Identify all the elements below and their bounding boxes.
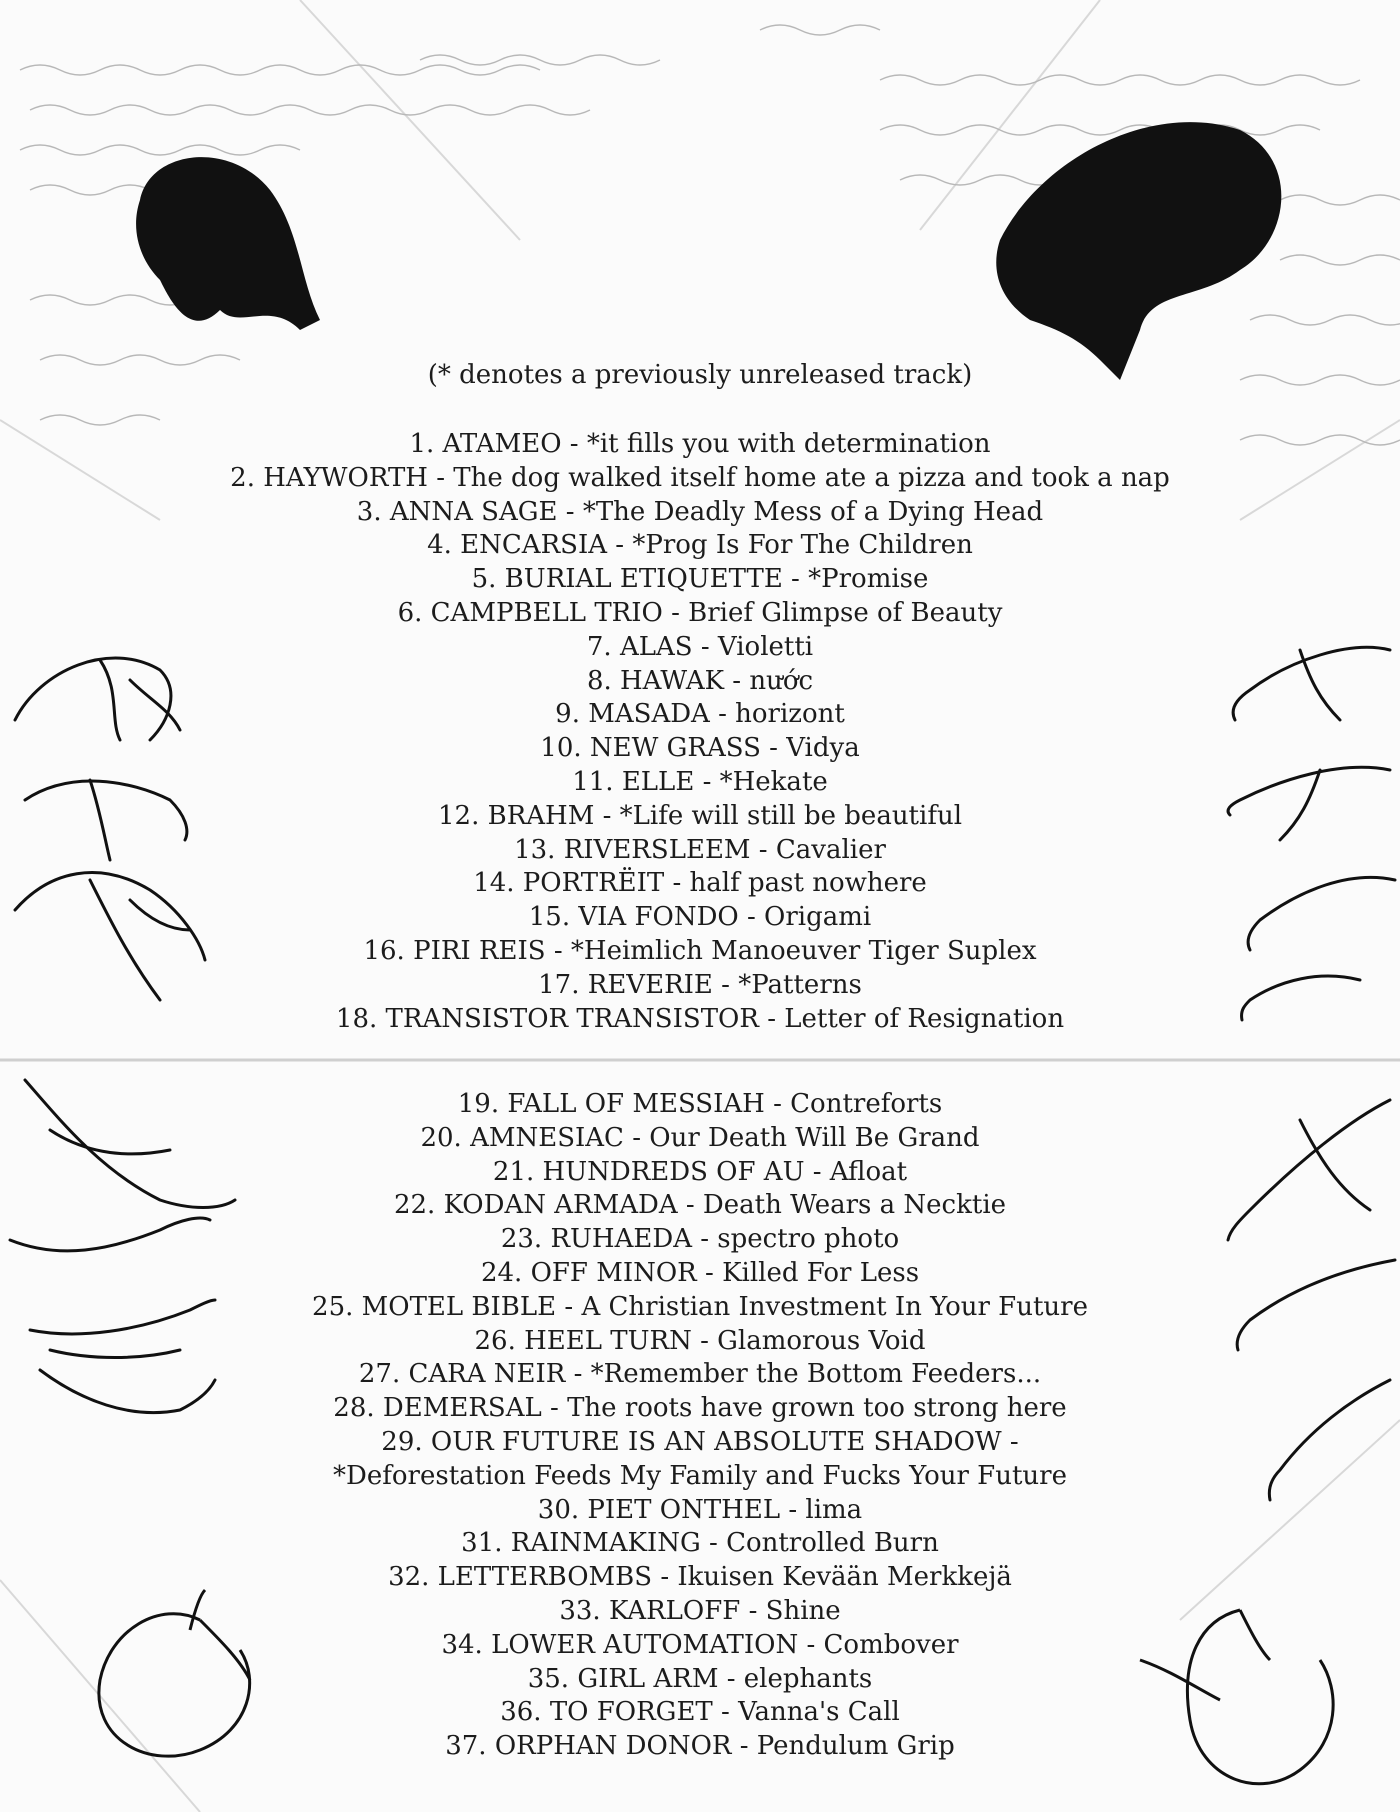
- track-line: 31. RAINMAKING - Controlled Burn: [461, 1528, 939, 1559]
- track-line: 23. RUHAEDA - spectro photo: [500, 1224, 900, 1255]
- track-line: 29. OUR FUTURE IS AN ABSOLUTE SHADOW -: [381, 1426, 1019, 1457]
- track-line: 10. NEW GRASS - Vidya: [540, 733, 860, 764]
- track-line: 12. BRAHM - *Life will still be beautiful: [437, 800, 963, 831]
- track-line: 24. OFF MINOR - Killed For Less: [480, 1257, 920, 1288]
- track-line: 14. PORTRËIT - half past nowhere: [473, 868, 927, 899]
- branches-right: [1228, 647, 1395, 1500]
- track-line: 19. FALL OF MESSIAH - Contreforts: [457, 1089, 943, 1119]
- track-line: 9. MASADA - horizont: [555, 699, 845, 730]
- track-line: 7. ALAS - Violetti: [586, 631, 814, 662]
- track-line: 28. DEMERSAL - The roots have grown too strong here: [333, 1393, 1067, 1424]
- track-line: 5. BURIAL ETIQUETTE - *Promise: [471, 564, 929, 595]
- track-line: 6. CAMPBELL TRIO - Brief Glimpse of Beauty: [397, 597, 1003, 628]
- track-line: 26. HEEL TURN - Glamorous Void: [474, 1325, 926, 1356]
- track-line: 18. TRANSISTOR TRANSISTOR - Letter of Resignation: [335, 1003, 1065, 1034]
- track-line: 25. MOTEL BIBLE - A Christian Investment In Your Future: [312, 1291, 1088, 1322]
- track-line: 17. REVERIE - *Patterns: [538, 969, 862, 1000]
- track-line: 22. KODAN ARMADA - Death Wears a Necktie: [393, 1190, 1007, 1221]
- track-line: 30. PIET ONTHEL - lima: [537, 1494, 863, 1525]
- track-line: 4. ENCARSIA - *Prog Is For The Children: [427, 530, 973, 561]
- track-line: 13. RIVERSLEEM - Cavalier: [514, 834, 886, 865]
- track-line: 3. ANNA SAGE - *The Deadly Mess of a Dying Head: [356, 496, 1044, 527]
- track-line: 35. GIRL ARM - elephants: [527, 1663, 873, 1694]
- track-line: 1. ATAMEO - *it fills you with determination: [409, 429, 991, 459]
- track-line: 33. KARLOFF - Shine: [559, 1595, 841, 1626]
- track-line: 2. HAYWORTH - The dog walked itself home ate a pizza and took a nap: [230, 462, 1170, 493]
- tracklist-side-a: [180, 428, 1220, 1036]
- scribble-head-right: [996, 122, 1281, 380]
- track-line: 27. CARA NEIR - *Remember the Bottom Feeders...: [358, 1359, 1042, 1390]
- track-line: 16. PIRI REIS - *Heimlich Manoeuver Tiger Suplex: [363, 935, 1037, 966]
- track-line: 34. LOWER AUTOMATION - Combover: [441, 1629, 959, 1660]
- track-line: 11. ELLE - *Hekate: [572, 766, 828, 797]
- track-line: 21. HUNDREDS OF AU - Afloat: [492, 1156, 908, 1187]
- tracklist-side-b: [180, 1088, 1220, 1764]
- track-line: 37. ORPHAN DONOR - Pendulum Grip: [445, 1731, 955, 1762]
- unreleased-note: (* denotes a previously unreleased track): [427, 360, 973, 390]
- track-line: 32. LETTERBOMBS - Ikuisen Kevään Merkkejä: [388, 1562, 1012, 1593]
- track-line: 36. TO FORGET - Vanna's Call: [500, 1697, 900, 1728]
- track-line: 20. AMNESIAC - Our Death Will Be Grand: [420, 1122, 980, 1153]
- track-line: 15. VIA FONDO - Origami: [528, 902, 872, 933]
- track-line: *Deforestation Feeds My Family and Fucks Your Future: [333, 1460, 1067, 1491]
- track-line: 8. HAWAK - nước: [586, 665, 814, 696]
